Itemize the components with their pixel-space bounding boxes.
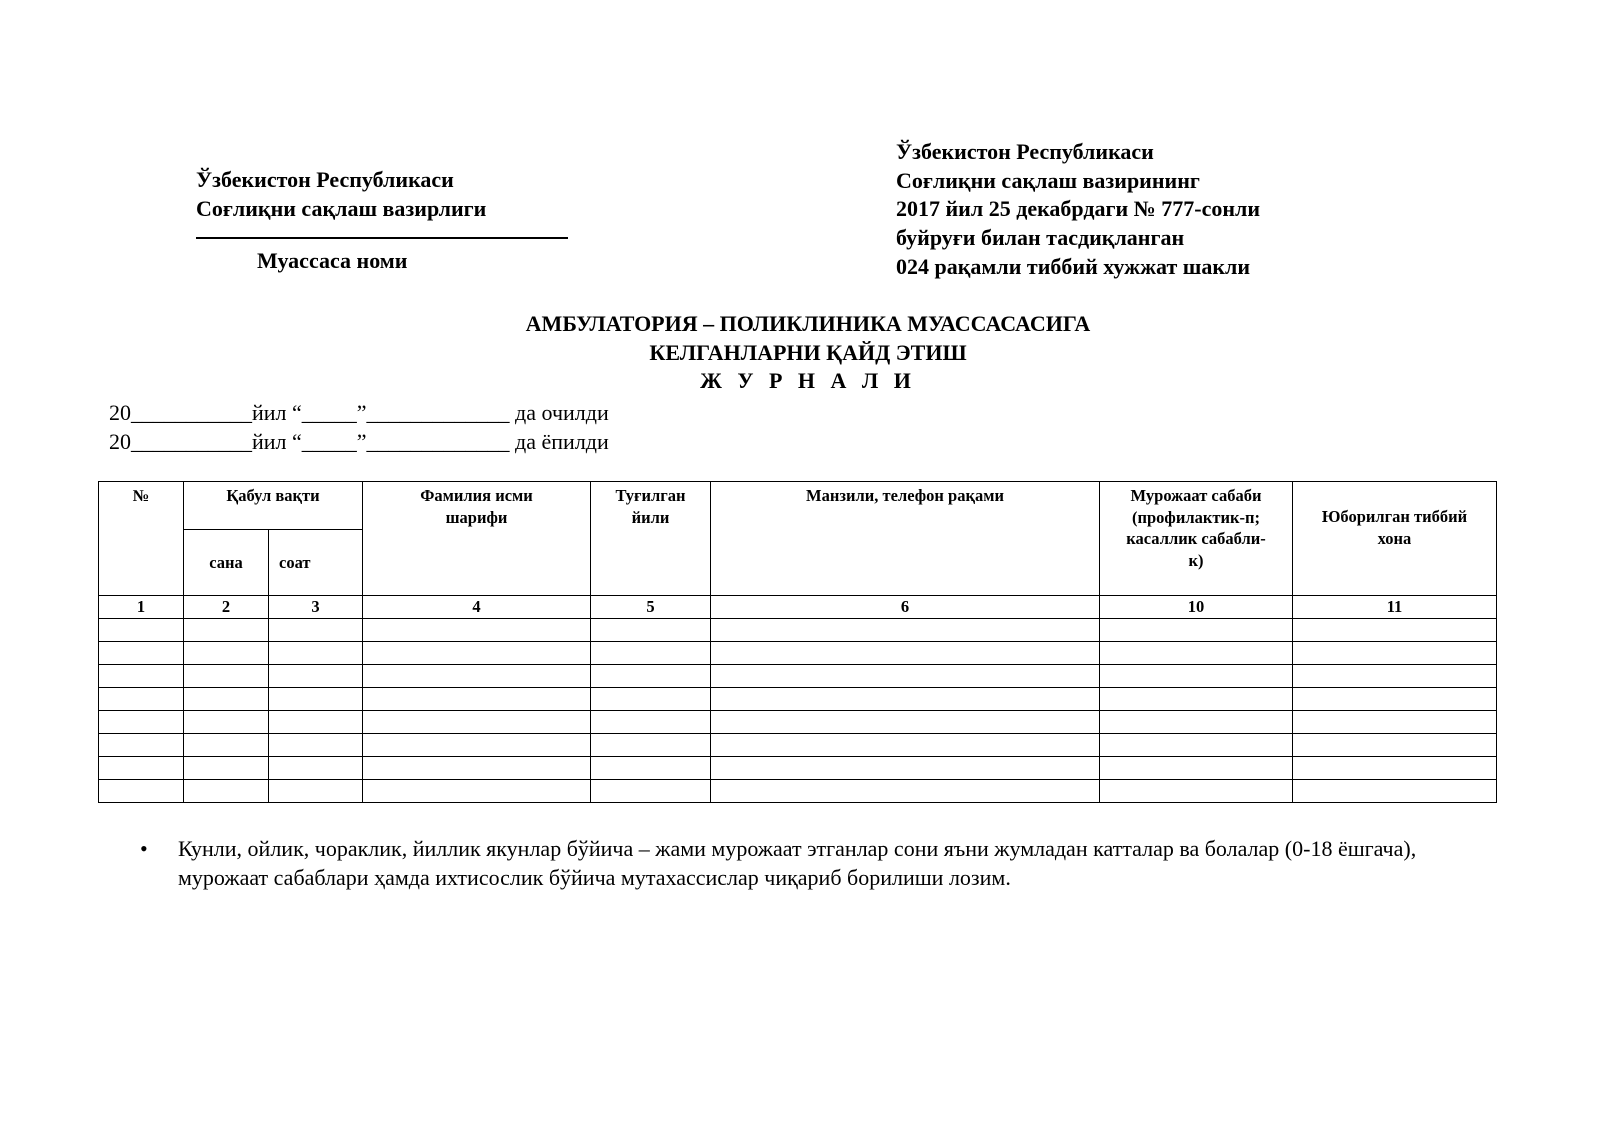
table-cell[interactable] bbox=[591, 688, 711, 711]
institution-name-label: Муассаса номи bbox=[257, 248, 408, 273]
header-right-form-number: 024 рақамли тиббий хужжат шакли bbox=[896, 253, 1251, 279]
table-cell[interactable] bbox=[269, 665, 363, 688]
header-right-approved: буйруғи билан тасдиқланган bbox=[896, 225, 1185, 251]
table-cell[interactable] bbox=[591, 619, 711, 642]
table-cell[interactable] bbox=[711, 757, 1100, 780]
table-cell[interactable] bbox=[711, 711, 1100, 734]
table-row bbox=[99, 642, 1497, 665]
table-cell[interactable] bbox=[1100, 757, 1293, 780]
table-cell[interactable] bbox=[269, 780, 363, 803]
table-cell[interactable] bbox=[1293, 619, 1497, 642]
table-header-row-1 bbox=[99, 482, 1497, 530]
table-row bbox=[99, 780, 1497, 803]
header-left-republic: Ўзбекистон Республикаси bbox=[196, 167, 454, 192]
header-admission-time: Қабул вақти bbox=[184, 482, 363, 530]
table-cell[interactable] bbox=[591, 757, 711, 780]
table-cell[interactable] bbox=[1100, 665, 1293, 688]
bullet-icon: • bbox=[140, 836, 148, 861]
table-row bbox=[99, 688, 1497, 711]
header-right-block bbox=[896, 138, 1260, 282]
table-cell[interactable] bbox=[99, 734, 184, 757]
closed-date-line: 20___________йил “_____”_____________ да ёпилди bbox=[109, 429, 609, 454]
table-cell[interactable] bbox=[184, 757, 269, 780]
table-cell[interactable] bbox=[269, 688, 363, 711]
table-cell[interactable] bbox=[1293, 688, 1497, 711]
table-cell[interactable] bbox=[99, 688, 184, 711]
table-cell[interactable] bbox=[1293, 780, 1497, 803]
header-reason-line-3: касаллик сабабли- bbox=[1126, 529, 1266, 548]
header-full-name-line-2: шарифи bbox=[445, 507, 508, 527]
table-row bbox=[99, 619, 1497, 642]
table-cell[interactable] bbox=[99, 642, 184, 665]
table-cell[interactable] bbox=[269, 757, 363, 780]
opened-date-line: 20___________йил “_____”_____________ да очилди bbox=[109, 400, 609, 425]
table-cell[interactable] bbox=[1100, 642, 1293, 665]
footnote-text: Кунли, ойлик, чораклик, йиллик якунлар бўйича – жами мурожаат этганлар сони яъни жумладан катталар ва болалар (0-18 ёшгача), мурожаат сабаблари ҳамда ихтисослик бўйича мутахассислар чиқариб борилиши лозим. bbox=[178, 836, 1417, 890]
table-cell[interactable] bbox=[591, 642, 711, 665]
table-cell[interactable] bbox=[591, 734, 711, 757]
table-cell[interactable] bbox=[711, 734, 1100, 757]
column-number-6: 6 bbox=[711, 596, 1100, 619]
registry-table bbox=[98, 481, 1497, 803]
table-cell[interactable] bbox=[1293, 711, 1497, 734]
table-cell[interactable] bbox=[99, 665, 184, 688]
table-cell[interactable] bbox=[363, 688, 591, 711]
header-reason-line-1: Мурожаат сабаби bbox=[1130, 486, 1262, 505]
journal-dates bbox=[109, 398, 609, 456]
table-cell[interactable] bbox=[184, 665, 269, 688]
table-cell[interactable] bbox=[1100, 688, 1293, 711]
table-cell[interactable] bbox=[1293, 665, 1497, 688]
footnote bbox=[140, 834, 1510, 892]
table-cell[interactable] bbox=[1100, 711, 1293, 734]
table-cell[interactable] bbox=[99, 780, 184, 803]
table-row bbox=[99, 665, 1497, 688]
column-number-1: 1 bbox=[99, 596, 184, 619]
table-cell[interactable] bbox=[711, 780, 1100, 803]
table-cell[interactable] bbox=[184, 711, 269, 734]
header-right-republic: Ўзбекистон Республикаси bbox=[896, 139, 1154, 164]
document-title bbox=[0, 310, 1600, 396]
column-number-5: 5 bbox=[591, 596, 711, 619]
table-cell[interactable] bbox=[711, 642, 1100, 665]
table-cell[interactable] bbox=[184, 734, 269, 757]
institution-name-line bbox=[196, 223, 568, 239]
table-cell[interactable] bbox=[1293, 757, 1497, 780]
header-reason bbox=[1100, 482, 1293, 596]
header-birth-year-line-2: йили bbox=[631, 507, 670, 527]
table-cell[interactable] bbox=[591, 711, 711, 734]
table-cell[interactable] bbox=[591, 665, 711, 688]
table-cell[interactable] bbox=[99, 711, 184, 734]
title-line-3: Ж У Р Н А Л И bbox=[700, 368, 916, 393]
table-cell[interactable] bbox=[711, 665, 1100, 688]
header-left-block bbox=[196, 166, 568, 276]
table-cell[interactable] bbox=[363, 734, 591, 757]
table-cell[interactable] bbox=[1100, 619, 1293, 642]
header-referred-line-2: хона bbox=[1377, 528, 1412, 548]
header-address: Манзили, телефон рақами bbox=[711, 482, 1100, 596]
table-cell[interactable] bbox=[363, 642, 591, 665]
header-reason-line-2: (профилактик-п; bbox=[1132, 507, 1260, 527]
header-birth-year bbox=[591, 482, 711, 596]
table-row bbox=[99, 711, 1497, 734]
table-cell[interactable] bbox=[591, 780, 711, 803]
header-date: сана bbox=[184, 530, 269, 596]
table-cell[interactable] bbox=[99, 619, 184, 642]
table-cell[interactable] bbox=[184, 688, 269, 711]
column-number-10: 10 bbox=[1100, 596, 1293, 619]
table-cell[interactable] bbox=[184, 642, 269, 665]
header-reason-line-4: к) bbox=[1188, 550, 1204, 570]
title-line-2: КЕЛГАНЛАРНИ ҚАЙД ЭТИШ bbox=[649, 339, 967, 365]
table-cell[interactable] bbox=[184, 619, 269, 642]
header-birth-year-line-1: Туғилган bbox=[615, 486, 686, 505]
header-right-minister: Соғлиқни сақлаш вазирининг bbox=[896, 167, 1200, 193]
blank-rows bbox=[99, 619, 1497, 803]
title-line-1: АМБУЛАТОРИЯ – ПОЛИКЛИНИКА МУАССАСАСИГА bbox=[525, 311, 1091, 336]
header-left-ministry: Соғлиқни сақлаш вазирлиги bbox=[196, 195, 487, 221]
table-cell[interactable] bbox=[363, 619, 591, 642]
header-full-name bbox=[363, 482, 591, 596]
table-cell[interactable] bbox=[184, 780, 269, 803]
table-cell[interactable] bbox=[1293, 642, 1497, 665]
column-number-4: 4 bbox=[363, 596, 591, 619]
table-cell[interactable] bbox=[711, 688, 1100, 711]
header-full-name-line-1: Фамилия исми bbox=[420, 486, 533, 505]
column-number-11: 11 bbox=[1293, 596, 1497, 619]
table-cell[interactable] bbox=[99, 757, 184, 780]
column-number-3: 3 bbox=[269, 596, 363, 619]
table-cell[interactable] bbox=[1293, 734, 1497, 757]
table-cell[interactable] bbox=[1100, 734, 1293, 757]
table-cell[interactable] bbox=[363, 711, 591, 734]
table-cell[interactable] bbox=[1100, 780, 1293, 803]
header-number: № bbox=[99, 482, 184, 596]
table-cell[interactable] bbox=[269, 642, 363, 665]
table-row bbox=[99, 757, 1497, 780]
table-cell[interactable] bbox=[363, 780, 591, 803]
table-cell[interactable] bbox=[363, 665, 591, 688]
header-right-order-date: 2017 йил 25 декабрдаги № 777-сонли bbox=[896, 196, 1261, 222]
table-cell[interactable] bbox=[269, 619, 363, 642]
header-referred-room bbox=[1293, 482, 1497, 596]
table-cell[interactable] bbox=[269, 711, 363, 734]
header-time: соат bbox=[269, 530, 363, 596]
column-number-row bbox=[99, 596, 1497, 619]
column-number-2: 2 bbox=[184, 596, 269, 619]
table-cell[interactable] bbox=[711, 619, 1100, 642]
table-cell[interactable] bbox=[363, 757, 591, 780]
table-row bbox=[99, 734, 1497, 757]
header-referred-line-1: Юборилган тиббий bbox=[1321, 507, 1468, 526]
table-cell[interactable] bbox=[269, 734, 363, 757]
